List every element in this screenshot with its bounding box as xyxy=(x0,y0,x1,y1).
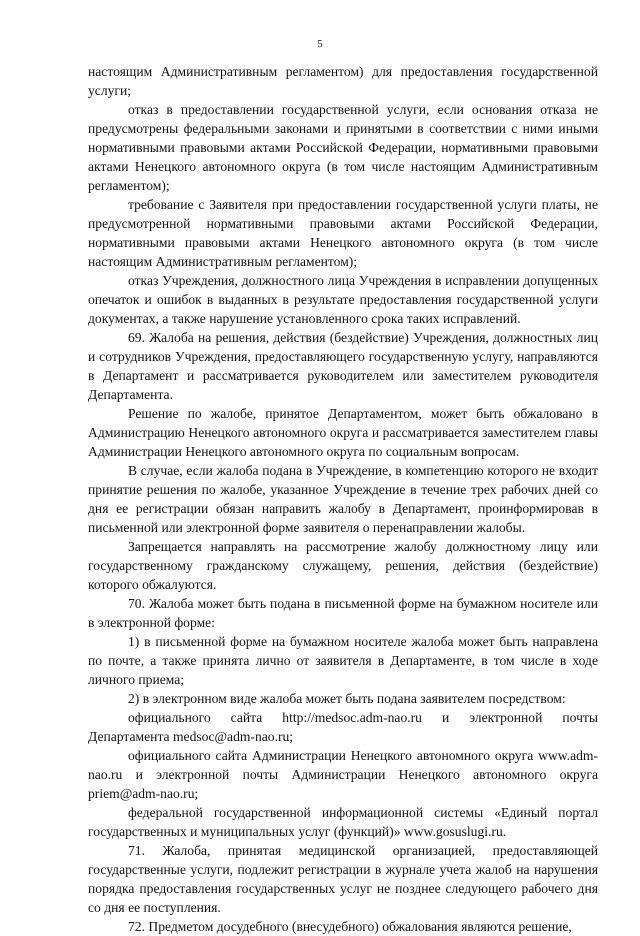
paragraph: отказ в предоставлении государственной услуги, если основания отказа не предусмотрены федеральными законами и принятыми в соответствии с ними иными нормативными правовыми актами Российской Федерации, нормативными правовыми актами Ненецкого автономного округа (в том числе настоящим Административным регламентом); xyxy=(88,102,598,193)
paragraph: 1) в письменной форме на бумажном носителе жалоба может быть направлена по почте, а также принята лично от заявителя в Департаменте, в том числе в ходе личного приема; xyxy=(88,634,598,687)
paragraph: федеральной государственной информационной системы «Единый портал государственных и муниципальных услуг (функций)» www.gosuslugi.ru. xyxy=(88,805,598,839)
paragraph: 69. Жалоба на решения, действия (бездействие) Учреждения, должностных лиц и сотрудников Учреждения, предоставляющего государственную услугу, направляются в Департамент и рассматривается руководителем или заместителем руководителя Департамента. xyxy=(88,330,598,402)
paragraph: Запрещается направлять на рассмотрение жалобу должностному лицу или государственному гражданскому служащему, решения, действия (бездействие) которого обжалуются. xyxy=(88,539,598,592)
paragraph: Решение по жалобе, принятое Департаментом, может быть обжаловано в Администрацию Ненецкого автономного округа и рассматривается заместителем главы Администрации Ненецкого автономного округа по социальным вопросам. xyxy=(88,406,598,459)
paragraph: 70. Жалоба может быть подана в письменной форме на бумажном носителе или в электронной форме: xyxy=(88,596,598,630)
paragraph: 72. Предметом досудебного (внесудебного) обжалования являются решение, xyxy=(128,919,572,934)
paragraph: 2) в электронном виде жалоба может быть подана заявителем посредством: xyxy=(128,691,566,706)
paragraph: настоящим Административным регламентом) для предоставления государственной услуги; xyxy=(88,64,598,98)
document-body xyxy=(88,62,598,936)
paragraph: 71. Жалоба, принятая медицинской организацией, предоставляющей государственные услуги, подлежит регистрации в журнале учета жалоб на нарушения порядка предоставления государственных услуг не позднее следующего рабочего дня со дня ее поступления. xyxy=(88,843,598,915)
page-number: 5 xyxy=(317,38,323,50)
paragraph: отказ Учреждения, должностного лица Учреждения в исправлении допущенных опечаток и ошибок в выданных в результате предоставления государственной услуги документах, а также нарушение установленного срока таких исправлений. xyxy=(88,273,598,326)
paragraph: В случае, если жалоба подана в Учреждение, в компетенцию которого не входит принятие решения по жалобе, указанное Учреждение в течение трех рабочих дней со дня ее регистрации обязан направить жалобу в Департамент, проинформировав в письменной или электронной форме заявителя о перенаправлении жалобы. xyxy=(88,463,598,535)
paragraph: официального сайта http://medsoc.adm-nao.ru и электронной почты Департамента medsoc@adm-nao.ru; xyxy=(88,710,598,744)
paragraph: официального сайта Администрации Ненецкого автономного округа www.adm-nao.ru и электронной почты Администрации Ненецкого автономного округа priem@adm-nao.ru; xyxy=(88,748,598,801)
paragraph: требование с Заявителя при предоставлении государственной услуги платы, не предусмотренной нормативными правовыми актами Российской Федерации, нормативными правовыми актами Ненецкого автономного округа (в том числе настоящим Административным регламентом); xyxy=(88,197,598,269)
